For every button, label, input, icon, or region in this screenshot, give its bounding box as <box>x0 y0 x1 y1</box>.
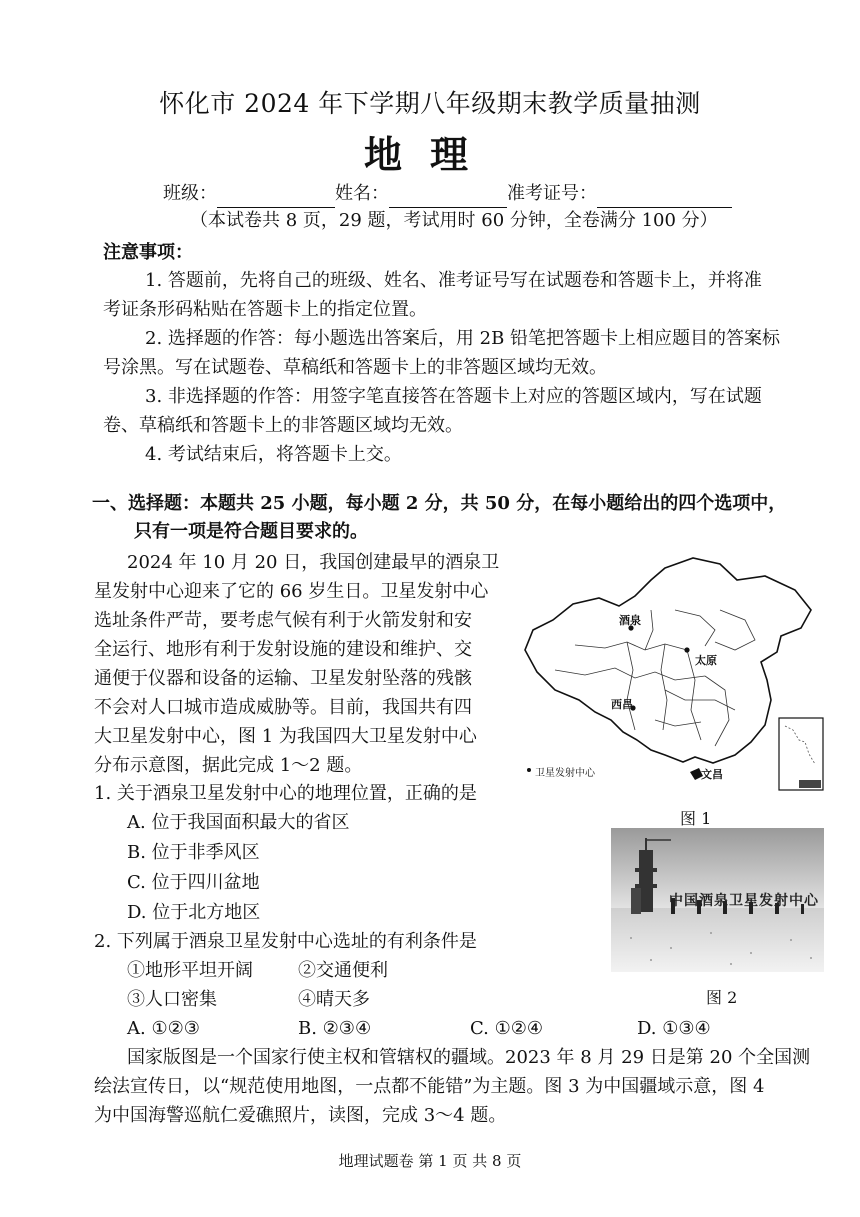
site-label-jiuquan: 酒泉 <box>619 614 641 627</box>
name-label: 姓名： <box>335 183 389 204</box>
passage2-line1: 国家版图是一个国家行使主权和管辖权的疆域。2023 年 8 月 29 日是第 20 个全国测 <box>127 1047 811 1068</box>
exam-title: 怀化市 2024 年下学期八年级期末教学质量抽测 <box>159 89 701 118</box>
notice-2-line1: 2. 选择题的作答：每小题选出答案后，用 2B 铅笔把答题卡上相应题目的答案标 <box>145 328 781 349</box>
notice-2-line2: 号涂黑。写在试题卷、草稿纸和答题卡上的非答题区域均无效。 <box>103 357 607 378</box>
passage1-line3: 选址条件严苛，要考虑气候有利于火箭发射和安 <box>94 610 472 631</box>
exam-info: （本试卷共 8 页，29 题，考试用时 60 分钟，全卷满分 100 分） <box>190 210 718 231</box>
section-heading-line1: 一、选择题：本题共 25 小题，每小题 2 分，共 50 分，在每小题给出的四个选项中， <box>92 493 787 514</box>
question-2-option-a[interactable]: A. ①②③ <box>127 1018 200 1039</box>
notice-1-line1: 1. 答题前，先将自己的班级、姓名、准考证号写在试题卷和答题卡上，并将准 <box>145 270 762 291</box>
question-2-condition-4: ④晴天多 <box>298 989 370 1010</box>
question-1-option-a[interactable]: A. 位于我国面积最大的省区 <box>127 812 350 833</box>
site-label-wenchang: 文昌 <box>701 768 723 781</box>
passage1-line7: 大卫星发射中心，图 1 为我国四大卫星发射中心 <box>94 726 477 747</box>
notice-1-line2: 考证条形码粘贴在答题卡上的指定位置。 <box>103 299 427 320</box>
exam-number-blank[interactable] <box>597 187 732 208</box>
subject-title: 地理 <box>363 132 496 177</box>
figure-2-caption: 图 2 <box>706 988 738 1007</box>
passage1-line2: 星发射中心迎来了它的 66 岁生日。卫星发射中心 <box>94 581 489 602</box>
site-label-taiyuan: 太原 <box>695 654 717 667</box>
exam-number-label: 准考证号： <box>507 183 597 204</box>
passage2-line3: 为中国海警巡航仁爱礁照片，读图，完成 3～4 题。 <box>94 1105 507 1126</box>
question-2-condition-1: ①地形平坦开阔 <box>127 960 253 981</box>
question-1-option-d[interactable]: D. 位于北方地区 <box>127 902 261 923</box>
question-2-option-c[interactable]: C. ①②④ <box>470 1018 543 1039</box>
china-map-icon <box>515 550 830 800</box>
question-2-option-b[interactable]: B. ②③④ <box>298 1018 372 1039</box>
question-2-option-d[interactable]: D. ①③④ <box>637 1018 711 1039</box>
sign-text: 中国酒泉卫星发射中心 <box>669 893 819 909</box>
notice-3-line2: 卷、草稿纸和答题卡上的非答题区域均无效。 <box>103 415 463 436</box>
candidate-fields <box>163 179 732 208</box>
map-legend: 卫星发射中心 <box>535 768 595 779</box>
site-label-xichang: 西昌 <box>611 698 633 711</box>
class-label: 班级： <box>163 183 217 204</box>
question-2-condition-3: ③人口密集 <box>127 989 217 1010</box>
passage1-line6: 不会对人口城市造成威胁等。目前，我国共有四 <box>94 697 472 718</box>
figure-1-map <box>515 550 830 800</box>
class-blank[interactable] <box>217 187 335 208</box>
question-1-stem: 1. 关于酒泉卫星发射中心的地理位置，正确的是 <box>94 783 477 804</box>
notice-4: 4. 考试结束后，将答题卡上交。 <box>145 444 402 465</box>
question-1-option-b[interactable]: B. 位于非季风区 <box>127 842 260 863</box>
figure-2-photo <box>611 828 824 972</box>
question-1-option-c[interactable]: C. 位于四川盆地 <box>127 872 260 893</box>
page-footer: 地理试题卷 第 1 页 共 8 页 <box>338 1152 522 1170</box>
notice-heading: 注意事项： <box>103 242 193 263</box>
question-2-condition-2: ②交通便利 <box>298 960 388 981</box>
passage1-line8: 分布示意图，据此完成 1～2 题。 <box>94 755 363 776</box>
section-heading-line2: 只有一项是符合题目要求的。 <box>134 521 368 542</box>
figure-1-caption: 图 1 <box>680 809 712 828</box>
passage1-line1: 2024 年 10 月 20 日，我国创建最早的酒泉卫 <box>127 552 500 573</box>
name-blank[interactable] <box>389 187 507 208</box>
question-2-stem: 2. 下列属于酒泉卫星发射中心选址的有利条件是 <box>94 931 477 952</box>
notice-3-line1: 3. 非选择题的作答：用签字笔直接答在答题卡上对应的答题区域内，写在试题 <box>145 386 762 407</box>
passage1-line5: 通便于仪器和设备的运输、卫星发射坠落的残骸 <box>94 668 472 689</box>
passage1-line4: 全运行、地形有利于发射设施的建设和维护、交 <box>94 639 472 660</box>
passage2-line2: 绘法宣传日，以“规范使用地图，一点都不能错”为主题。图 3 为中国疆域示意，图 4 <box>94 1076 765 1097</box>
